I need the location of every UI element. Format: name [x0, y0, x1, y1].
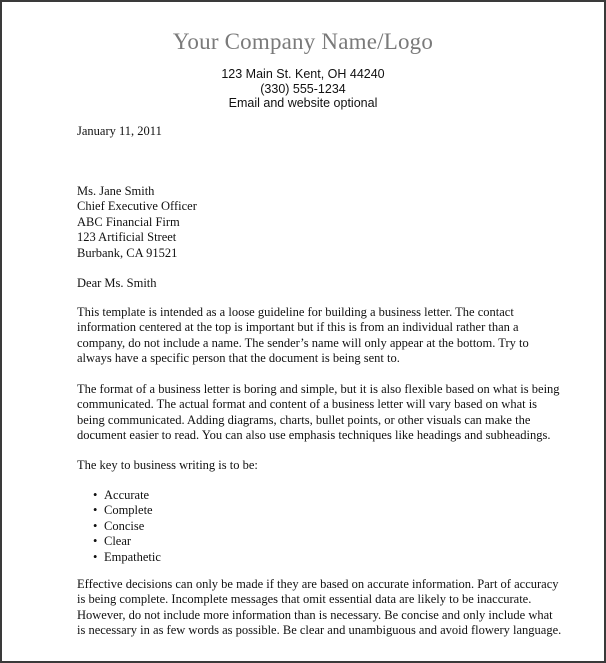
paragraph-line: document easier to read. You can also use emphasis techniques like headings and subheadings. — [77, 428, 551, 443]
sender-contact-block — [2, 67, 604, 111]
company-logo-text: Your Company Name/Logo — [172, 29, 434, 54]
body-paragraph-4 — [77, 577, 562, 639]
recipient-street: 123 Artificial Street — [77, 230, 177, 245]
paragraph-line: always have a specific person that the document is being sent to. — [77, 351, 400, 366]
paragraph-line: being communicated. Adding diagrams, charts, bullet points, or other visuals can make the — [77, 412, 531, 427]
paragraph-line: is necessary in as few words as possible. Be clear and unambiguous and avoid flowery language. — [77, 623, 562, 638]
salutation: Dear Ms. Smith — [77, 276, 157, 290]
list-item — [93, 488, 161, 503]
bullet-icon: • — [93, 549, 98, 564]
body-paragraph-3 — [77, 458, 557, 473]
sender-address: 123 Main St. Kent, OH 44240 — [221, 67, 385, 81]
list-item-label: Empathetic — [104, 549, 161, 564]
sender-contact-note: Email and website optional — [228, 96, 378, 110]
list-item — [93, 503, 161, 518]
bullet-icon: • — [93, 488, 98, 502]
bullet-icon: • — [93, 534, 98, 549]
recipient-title: Chief Executive Officer — [77, 199, 197, 214]
recipient-company: ABC Financial Firm — [77, 214, 180, 229]
paragraph-line: This template is intended as a loose guideline for building a business letter. The contact — [77, 305, 514, 319]
paragraph-line: Effective decisions can only be made if they are based on accurate information. Part of accuracy — [77, 577, 559, 591]
list-item — [93, 534, 161, 549]
paragraph-line: communicated. The actual format and content of a business letter will vary based on what is — [77, 397, 538, 412]
recipient-address-block — [77, 184, 197, 261]
body-paragraph-2 — [77, 382, 560, 444]
paragraph-line: is being complete. Incomplete messages that omit essential data are likely to be inaccurate. — [77, 592, 532, 607]
bullet-icon: • — [93, 503, 98, 518]
letter-date: January 11, 2011 — [77, 124, 162, 138]
list-item-label: Concise — [104, 518, 145, 533]
bullet-icon: • — [93, 518, 98, 533]
sender-phone: (330) 555-1234 — [260, 81, 346, 96]
paragraph-line: The format of a business letter is boring and simple, but it is also flexible based on what is being — [77, 382, 560, 396]
qualities-bullet-list — [93, 488, 161, 565]
list-item — [93, 550, 161, 565]
paragraph-line: The key to business writing is to be: — [77, 458, 258, 472]
recipient-city-state-zip: Burbank, CA 91521 — [77, 245, 178, 260]
paragraph-line: company, do not include a name. The sender’s name will only appear at the bottom. Try to — [77, 335, 529, 350]
recipient-name: Ms. Jane Smith — [77, 184, 155, 198]
list-item-label: Clear — [104, 534, 132, 549]
paragraph-line: information centered at the top is important but if this is from an individual rather than a — [77, 320, 519, 335]
list-item — [93, 519, 161, 534]
list-item-label: Complete — [104, 503, 153, 518]
list-item-label: Accurate — [104, 488, 150, 502]
body-paragraph-1 — [77, 305, 557, 367]
paragraph-line: However, do not include more information than is necessary. Be concise and only include what — [77, 607, 553, 622]
